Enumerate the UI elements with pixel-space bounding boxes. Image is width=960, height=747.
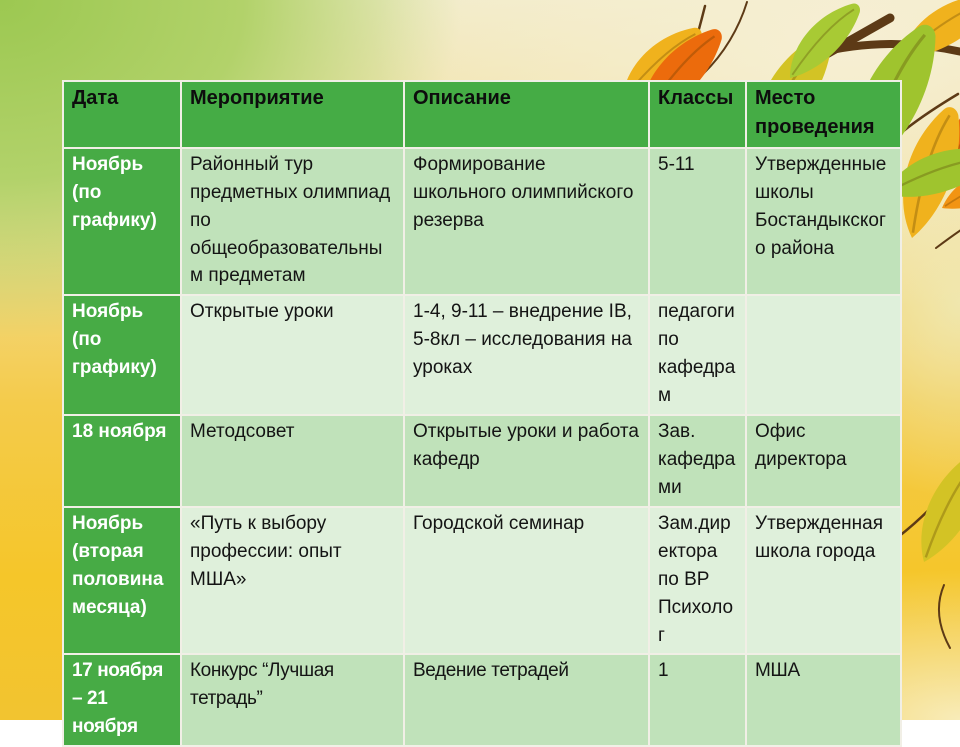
- schedule-table: [62, 80, 902, 747]
- classes-cell: 1: [649, 654, 746, 746]
- classes-cell: педагоги по кафедрам: [649, 295, 746, 415]
- column-header: Дата: [63, 81, 181, 148]
- place-cell: Утвержденные школы Бостандыкского района: [746, 148, 901, 296]
- table-row: [63, 295, 901, 415]
- twig-right-mid-icon: [936, 224, 960, 248]
- description-cell: Формирование школьного олимпийского резерва: [404, 148, 649, 296]
- place-cell: Утвержденная школа города: [746, 507, 901, 655]
- table-header-row: [63, 81, 901, 148]
- event-cell: Конкурс “Лучшая тетрадь”: [181, 654, 404, 746]
- event-cell: «Путь к выбору профессии: опыт МША»: [181, 507, 404, 655]
- place-cell: МША: [746, 654, 901, 746]
- column-header: Место проведения: [746, 81, 901, 148]
- event-cell: Методсовет: [181, 415, 404, 507]
- classes-cell: Зам.директора по ВР Психолог: [649, 507, 746, 655]
- description-cell: 1-4, 9-11 – внедрение IB, 5-8кл – исследования на уроках: [404, 295, 649, 415]
- autumn-leaf-lower-icon: [898, 441, 960, 568]
- date-cell: 18 ноября: [63, 415, 181, 507]
- table-row: [63, 654, 901, 746]
- table-row: [63, 415, 901, 507]
- classes-cell: 5-11: [649, 148, 746, 296]
- event-cell: Районный тур предметных олимпиад по общеобразовательным предметам: [181, 148, 404, 296]
- date-cell: Ноябрь (по графику): [63, 295, 181, 415]
- twig-curl-icon: [939, 585, 950, 648]
- date-cell: 17 ноября – 21 ноября: [63, 654, 181, 746]
- place-cell: [746, 295, 901, 415]
- classes-cell: Зав. кафедрами: [649, 415, 746, 507]
- column-header: Описание: [404, 81, 649, 148]
- description-cell: Открытые уроки и работа кафедр: [404, 415, 649, 507]
- date-cell: Ноябрь (по графику): [63, 148, 181, 296]
- place-cell: Офис директора: [746, 415, 901, 507]
- schedule-table-container: [62, 80, 902, 747]
- table-row: [63, 148, 901, 296]
- event-cell: Открытые уроки: [181, 295, 404, 415]
- description-cell: Ведение тетрадей: [404, 654, 649, 746]
- description-cell: Городской семинар: [404, 507, 649, 655]
- table-row: [63, 507, 901, 655]
- date-cell: Ноябрь (вторая половина месяца): [63, 507, 181, 655]
- column-header: Мероприятие: [181, 81, 404, 148]
- column-header: Классы: [649, 81, 746, 148]
